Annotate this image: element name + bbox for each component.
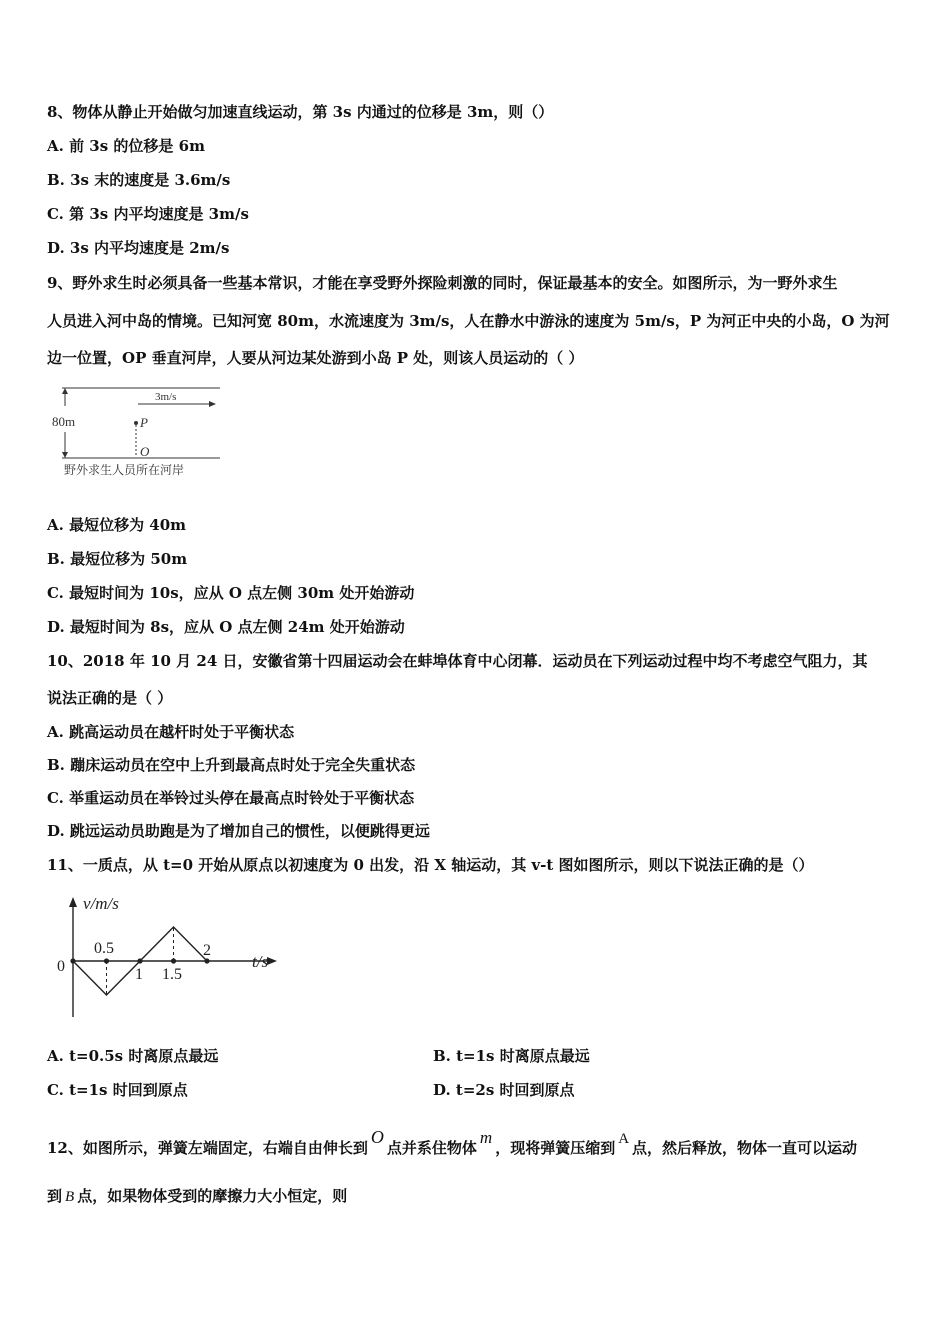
current-speed-label: 3m/s: [155, 391, 177, 403]
q9-stem-line-1: 9、野外求生时必须具备一些基本常识，才能在享受野外探险刺激的同时，保证最基本的安全。如图所示，为一野外求生: [47, 274, 838, 292]
q8-option-c: C. 第 3s 内平均速度是 3m/s: [47, 205, 249, 223]
river-figure: [50, 382, 230, 482]
vt-graph: [50, 885, 290, 1025]
q10-option-a: A. 跳高运动员在越杆时处于平衡状态: [47, 723, 295, 741]
tick-point: [204, 958, 209, 963]
width-arrow-down-head: [62, 452, 68, 458]
island-p-dot: [134, 421, 138, 425]
q12-text-part-1: 12、如图所示，弹簧左端固定，右端自由伸长到: [47, 1139, 368, 1157]
q9-option-a: A. 最短位移为 40m: [47, 516, 187, 534]
symbol-m: m: [479, 1128, 493, 1147]
tick-point: [137, 958, 142, 963]
q11-stem: 11、一质点，从 t=0 开始从原点以初速度为 0 出发，沿 X 轴运动，其 v-t 图如图所示，则以下说法正确的是（）: [47, 856, 814, 874]
tick-point: [70, 958, 75, 963]
q10-stem-line-2: 说法正确的是（ ）: [47, 689, 173, 707]
q9-option-b: B. 最短位移为 50m: [47, 550, 188, 568]
river-width-label: 80m: [52, 414, 76, 429]
q12-text-part-2: 点并系住物体: [386, 1139, 477, 1157]
q8-option-d: D. 3s 内平均速度是 2m/s: [47, 239, 230, 257]
q9-stem-line-3: 边一位置，OP 垂直河岸，人要从河边某处游到小岛 P 处，则该人员运动的（ ）: [47, 349, 584, 367]
v-axis-label: v/m/s: [83, 894, 119, 913]
q12-text-part-4: 点，然后释放，物体一直可以运动: [632, 1139, 858, 1157]
tick-label-0-5: 0.5: [94, 940, 114, 957]
q11-option-c: C. t=1s 时回到原点: [47, 1081, 188, 1099]
q9-option-c: C. 最短时间为 10s，应从 O 点左侧 30m 处开始游动: [47, 584, 415, 602]
q8-option-a: A. 前 3s 的位移是 6m: [47, 137, 205, 155]
q12-stem-line-2: [47, 1186, 347, 1207]
q11-option-b: B. t=1s 时离原点最远: [433, 1047, 590, 1065]
q9-stem-line-2: 人员进入河中岛的情境。已知河宽 80m，水流速度为 3m/s，人在静水中游泳的速度为 5m/s，P 为河正中央的小岛，O 为河: [47, 312, 890, 330]
symbol-a: A: [618, 1131, 630, 1147]
q11-option-d: D. t=2s 时回到原点: [433, 1081, 575, 1099]
tick-label-1-5: 1.5: [162, 966, 182, 983]
symbol-b: B: [65, 1189, 75, 1205]
q8-stem: 8、物体从静止开始做匀加速直线运动，第 3s 内通过的位移是 3m，则（）: [47, 103, 554, 121]
q12-text-part-3: ，现将弹簧压缩到: [495, 1139, 616, 1157]
symbol-o: O: [370, 1127, 384, 1147]
q10-option-c: C. 举重运动员在举铃过头停在最高点时铃处于平衡状态: [47, 789, 415, 807]
point-p-label: P: [140, 415, 148, 430]
q12-text-part-6: 点，如果物体受到的摩擦力大小恒定，则: [77, 1187, 348, 1205]
q8-option-b: B. 3s 末的速度是 3.6m/s: [47, 171, 231, 189]
current-arrow-head: [209, 401, 216, 407]
q9-option-d: D. 最短时间为 8s，应从 O 点左侧 24m 处开始游动: [47, 618, 405, 636]
q12-text-part-5: 到: [47, 1187, 63, 1205]
point-o-label: O: [140, 444, 150, 459]
q10-option-d: D. 跳远运动员助跑是为了增加自己的惯性，以便跳得更远: [47, 822, 430, 840]
q10-option-b: B. 蹦床运动员在空中上升到最高点时处于完全失重状态: [47, 756, 416, 774]
t-axis-label: t/s: [252, 952, 269, 971]
q10-stem-line-1: 10、2018 年 10 月 24 日，安徽省第十四届运动会在蚌埠体育中心闭幕．运动员在下列运动过程中均不考虑空气阻力，其: [47, 652, 868, 670]
tick-label-1: 1: [135, 966, 143, 983]
t-axis-arrowhead: [267, 957, 277, 965]
width-arrow-up-head: [62, 388, 68, 394]
q12-stem-line-1: [47, 1127, 858, 1162]
river-bank-label: 野外求生人员所在河岸: [64, 463, 185, 477]
q11-option-a: A. t=0.5s 时离原点最远: [47, 1047, 219, 1065]
tick-label-2: 2: [203, 942, 211, 959]
origin-label: 0: [57, 958, 65, 975]
v-axis-arrowhead: [69, 897, 77, 907]
